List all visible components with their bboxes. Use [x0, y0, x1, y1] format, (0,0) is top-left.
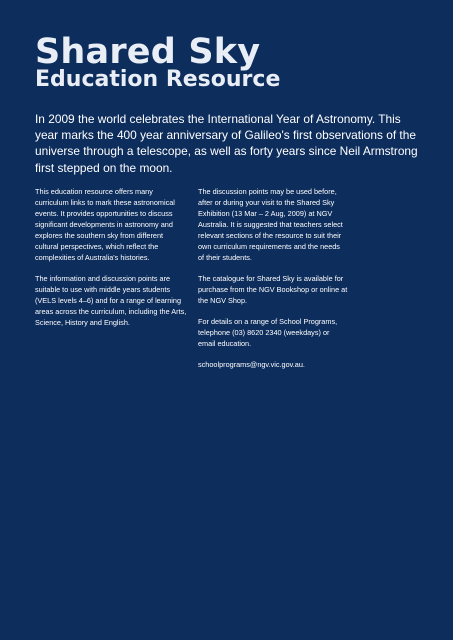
right-paragraph-2: The catalogue for Shared Sky is available for purchase from the NGV Bookshop or online at the NGV Shop.: [198, 274, 348, 305]
left-column: [35, 186, 187, 338]
email-address: schoolprograms@ngv.vic.gov.au.: [198, 360, 305, 369]
left-paragraph-1: This education resource offers many curriculum links to mark these astronomical events. It provides opportunities to discuss significant developments in astronomy and explores the southern sky from different cultural perspectives, which reflect the complexities of Australia's histories.: [35, 187, 175, 262]
right-paragraph-3: For details on a range of School Programs, telephone (03) 8620 2340 (weekdays) or email education.: [198, 317, 338, 348]
page-title: Shared Sky: [35, 32, 261, 72]
page-subtitle: Education Resource: [35, 67, 281, 92]
right-paragraph-1: The discussion points may be used before, after or during your visit to the Shared Sky Exhibition (13 Mar – 2 Aug, 2009) at NGV Australia. It is suggested that teachers select relevant sections of the resource to suit their own curriculum requirements and the needs of their students.: [198, 187, 343, 262]
right-column: [198, 186, 348, 380]
left-paragraph-2: The information and discussion points are suitable to use with middle years students (VELS levels 4–6) and for a range of learning areas across the curriculum, including the Arts, Science, History and English.: [35, 274, 187, 327]
intro-paragraph: In 2009 the world celebrates the International Year of Astronomy. This year marks the 400 year anniversary of Galileo's first observations of the universe through a telescope, as well as forty years since Neil Armstrong first stepped on the moon.: [35, 112, 418, 175]
